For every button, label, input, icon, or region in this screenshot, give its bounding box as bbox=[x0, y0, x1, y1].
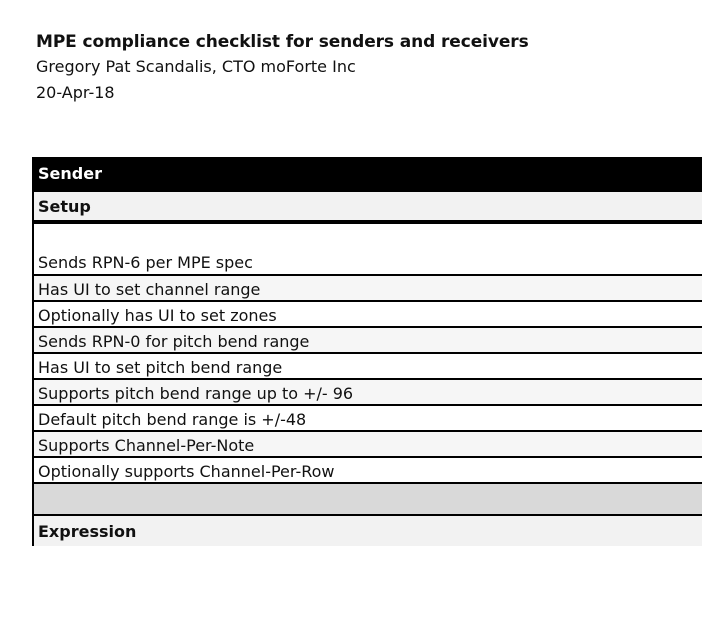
checklist-item-label: Has UI to set pitch bend range bbox=[38, 358, 283, 377]
checklist-item-label: Supports Channel-Per-Note bbox=[38, 436, 255, 455]
document-author: Gregory Pat Scandalis, CTO moForte Inc bbox=[36, 57, 356, 76]
checklist-item-label: Sends RPN-6 per MPE spec bbox=[38, 253, 253, 272]
subsection-label: Setup bbox=[38, 196, 91, 216]
subsection-setup bbox=[34, 192, 702, 224]
subsection-expression bbox=[34, 516, 702, 546]
document-date: 20-Apr-18 bbox=[36, 83, 115, 102]
section-header-label: Sender bbox=[38, 164, 102, 183]
checklist-row[interactable] bbox=[34, 406, 702, 432]
checklist-item-label: Default pitch bend range is +/-48 bbox=[38, 410, 307, 429]
document-header bbox=[36, 30, 676, 106]
checklist-row[interactable] bbox=[34, 276, 702, 302]
checklist-item-label: Optionally supports Channel-Per-Row bbox=[38, 462, 335, 481]
checklist-row[interactable] bbox=[34, 328, 702, 354]
checklist-item-label: Optionally has UI to set zones bbox=[38, 306, 277, 325]
checklist-row[interactable] bbox=[34, 432, 702, 458]
checklist-item-label: Supports pitch bend range up to +/- 96 bbox=[38, 384, 354, 403]
checklist-row[interactable] bbox=[34, 302, 702, 328]
checklist-row[interactable] bbox=[34, 458, 702, 484]
checklist-row[interactable] bbox=[34, 380, 702, 406]
blank-separator-row bbox=[34, 484, 702, 516]
checklist-item-label: Has UI to set channel range bbox=[38, 280, 261, 299]
subsection-label: Expression bbox=[38, 521, 137, 541]
checklist-row[interactable] bbox=[34, 224, 702, 276]
section-header-sender bbox=[34, 157, 702, 192]
checklist-sheet bbox=[32, 157, 702, 546]
checklist-row[interactable] bbox=[34, 354, 702, 380]
checklist-item-label: Sends RPN-0 for pitch bend range bbox=[38, 332, 310, 351]
document-title: MPE compliance checklist for senders and receivers bbox=[36, 32, 529, 52]
